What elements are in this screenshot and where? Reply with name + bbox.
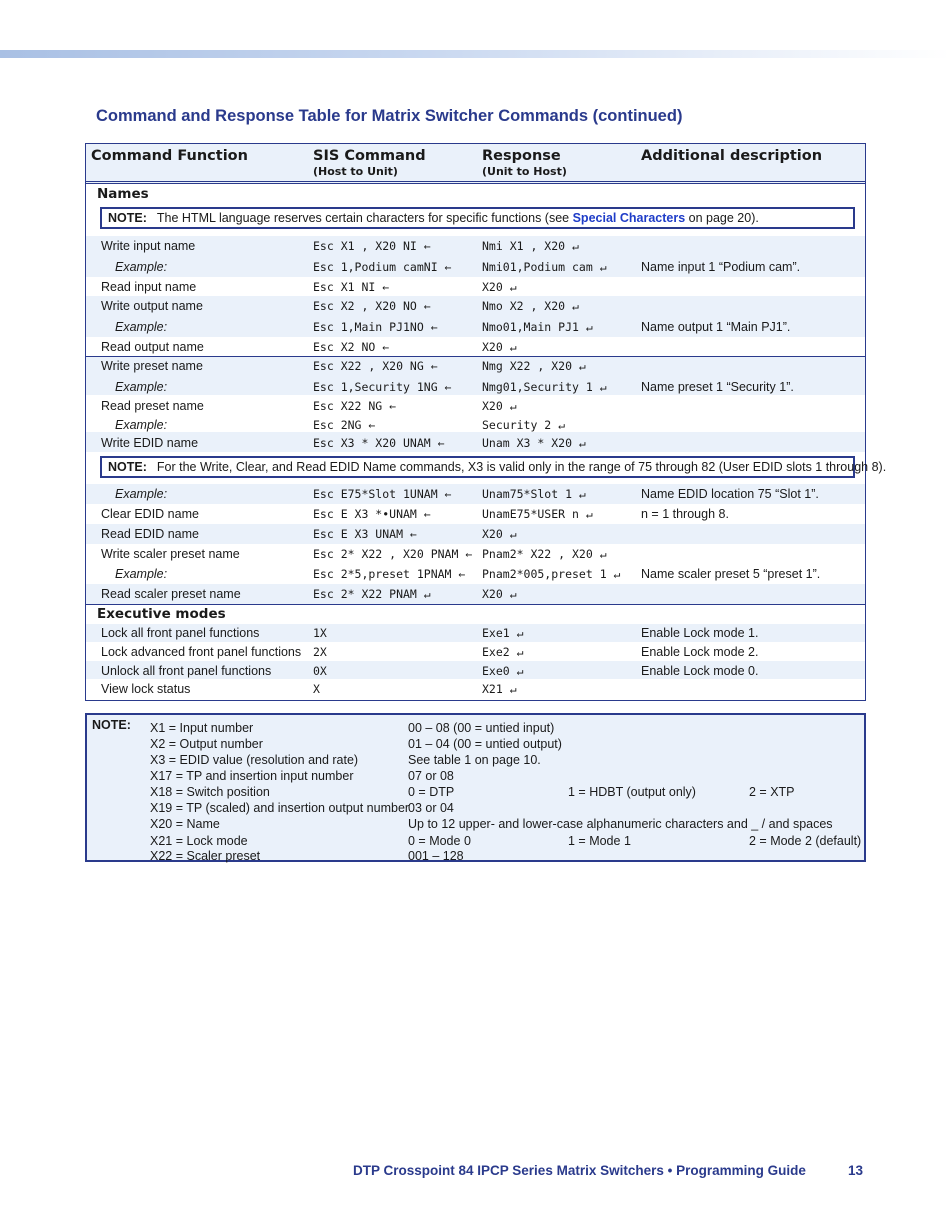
sis-command-cell: 2X (313, 645, 327, 659)
response-cell: Nmg X22 , X20 ↵ (482, 359, 586, 373)
variable-legend (85, 713, 866, 862)
sis-command-cell: X (313, 682, 320, 696)
command-function-cell: Write preset name (101, 359, 203, 373)
response-cell: Pnam2*005,preset 1 ↵ (482, 567, 621, 581)
command-function-cell: Unlock all front panel functions (101, 664, 272, 678)
page-title: Command and Response Table for Matrix Switcher Commands (continued) (96, 107, 683, 125)
response-cell: X20 ↵ (482, 399, 517, 413)
legend-key: X21 = Lock mode (150, 834, 248, 848)
sis-command-cell: Esc E75*Slot 1UNAM ← (313, 487, 452, 501)
section-names: Names (97, 186, 149, 202)
sis-command-cell: 0X (313, 664, 327, 678)
response-cell: Nmo X2 , X20 ↵ (482, 299, 579, 313)
table-row-spacer (86, 277, 865, 296)
legend-row (87, 752, 864, 768)
legend-value-2: 1 = HDBT (output only) (568, 785, 696, 799)
legend-value-3: 2 = Mode 2 (default) (749, 834, 862, 848)
note-text-b: on page 20). (685, 211, 759, 225)
legend-value: 001 – 128 (408, 849, 464, 863)
sis-command-cell: Esc 1,Podium camNI ← (313, 260, 452, 274)
response-cell: Pnam2* X22 , X20 ↵ (482, 547, 607, 561)
description-cell: Name input 1 “Podium cam”. (641, 260, 801, 274)
footer-title: DTP Crosspoint 84 IPCP Series Matrix Switchers • Programming Guide (353, 1163, 806, 1178)
command-function-cell: Write scaler preset name (101, 547, 240, 561)
legend-row (87, 768, 864, 784)
response-cell: Nmg01,Security 1 ↵ (482, 380, 607, 394)
section-executive-modes: Executive modes (97, 606, 226, 622)
command-table (85, 143, 887, 701)
legend-row (87, 848, 864, 864)
legend-row (87, 720, 864, 736)
legend-key: X1 = Input number (150, 721, 254, 735)
command-function-cell: Write input name (101, 239, 196, 253)
legend-value: 0 = Mode 0 (408, 834, 471, 848)
legend-value-2: 1 = Mode 1 (568, 834, 631, 848)
response-cell: X20 ↵ (482, 280, 517, 294)
sis-command-cell: Esc X1 , X20 NI ← (313, 239, 431, 253)
description-cell: Enable Lock mode 2. (641, 645, 759, 659)
sis-command-cell: Esc X1 NI ← (313, 280, 390, 294)
command-function-cell: Example: (115, 380, 168, 394)
note-special-characters (100, 207, 855, 229)
sis-command-cell: 1X (313, 626, 327, 640)
description-cell: Name preset 1 “Security 1”. (641, 380, 794, 394)
legend-row (87, 736, 864, 752)
sis-command-cell: Esc X22 , X20 NG ← (313, 359, 438, 373)
sis-command-cell: Esc X3 * X20 UNAM ← (313, 436, 445, 450)
description-cell: Name EDID location 75 “Slot 1”. (641, 487, 819, 501)
response-cell: X20 ↵ (482, 587, 517, 601)
legend-row (87, 816, 864, 832)
note-edid-range (100, 456, 887, 478)
legend-key: X17 = TP and insertion input number (150, 769, 354, 783)
sis-command-cell: Esc X2 NO ← (313, 340, 390, 354)
response-cell: X20 ↵ (482, 527, 517, 541)
header-additional-description: Additional description (641, 148, 823, 164)
command-function-cell: Read input name (101, 280, 197, 294)
response-cell: Exe0 ↵ (482, 664, 524, 678)
legend-note-label: NOTE: (92, 718, 131, 732)
sis-command-cell: Esc E X3 UNAM ← (313, 527, 417, 541)
header-sis-command: SIS Command (Host to Unit) (313, 148, 426, 178)
legend-value-3: 2 = XTP (749, 785, 795, 799)
sis-command-cell: Esc 2*5,preset 1PNAM ← (313, 567, 466, 581)
legend-key: X19 = TP (scaled) and insertion output number (150, 801, 410, 815)
table-header (86, 144, 865, 184)
legend-value: 01 – 04 (00 = untied output) (408, 737, 562, 751)
sis-command-cell: Esc 1,Main PJ1NO ← (313, 320, 438, 334)
note-text-a: The HTML language reserves certain characters for specific functions (see (156, 211, 573, 225)
note-label: NOTE: (108, 460, 147, 474)
legend-value: See table 1 on page 10. (408, 753, 541, 767)
response-cell: X20 ↵ (482, 340, 517, 354)
sis-command-cell: Esc 2NG ← (313, 418, 376, 432)
table-row-shade-group (86, 432, 865, 452)
note-text: For the Write, Clear, and Read EDID Name commands, X3 is valid only in the range of 75 through 82 (User EDID slots 1 through 8). (156, 460, 887, 474)
sis-command-cell: Esc X2 , X20 NO ← (313, 299, 431, 313)
description-cell: Enable Lock mode 0. (641, 664, 759, 678)
legend-row (87, 784, 864, 800)
legend-key: X20 = Name (150, 817, 220, 831)
description-cell: Name output 1 “Main PJ1”. (641, 320, 791, 334)
command-function-cell: Read preset name (101, 399, 204, 413)
table-row-shade-group (86, 524, 865, 544)
response-cell: Security 2 ↵ (482, 418, 566, 432)
group-separator (86, 604, 865, 605)
top-accent-bar (0, 50, 950, 58)
response-cell: Nmi01,Podium cam ↵ (482, 260, 607, 274)
legend-row (87, 833, 864, 849)
note-label: NOTE: (108, 211, 147, 225)
legend-value: 07 or 08 (408, 769, 454, 783)
header-response: Response (Unit to Host) (482, 148, 567, 178)
response-cell: Exe2 ↵ (482, 645, 524, 659)
response-cell: Nmi X1 , X20 ↵ (482, 239, 579, 253)
description-cell: Name scaler preset 5 “preset 1”. (641, 567, 821, 581)
sis-command-cell: Esc 1,Security 1NG ← (313, 380, 452, 394)
description-cell: Enable Lock mode 1. (641, 626, 759, 640)
header-command-function: Command Function (91, 148, 248, 164)
legend-key: X18 = Switch position (150, 785, 270, 799)
command-function-cell: Write output name (101, 299, 203, 313)
response-cell: X21 ↵ (482, 682, 517, 696)
page-number: 13 (848, 1163, 864, 1178)
command-function-cell: Lock all front panel functions (101, 626, 260, 640)
command-function-cell: Example: (115, 418, 168, 432)
command-function-cell: Write EDID name (101, 436, 199, 450)
legend-key: X22 = Scaler preset (150, 849, 261, 863)
legend-key: X3 = EDID value (resolution and rate) (150, 753, 359, 767)
response-cell: Exe1 ↵ (482, 626, 524, 640)
special-characters-link[interactable]: Special Characters (572, 211, 686, 225)
legend-key: X2 = Output number (150, 737, 263, 751)
description-cell: n = 1 through 8. (641, 507, 729, 521)
legend-value: 0 = DTP (408, 785, 455, 799)
sis-command-cell: Esc X22 NG ← (313, 399, 397, 413)
command-function-cell: Clear EDID name (101, 507, 199, 521)
command-function-cell: Read scaler preset name (101, 587, 241, 601)
command-function-cell: Example: (115, 320, 168, 334)
response-cell: Unam X3 * X20 ↵ (482, 436, 586, 450)
response-cell: Unam75*Slot 1 ↵ (482, 487, 586, 501)
legend-row (87, 800, 864, 816)
response-cell: Nmo01,Main PJ1 ↵ (482, 320, 593, 334)
command-function-cell: Example: (115, 260, 168, 274)
legend-value: 03 or 04 (408, 801, 454, 815)
command-function-cell: Lock advanced front panel functions (101, 645, 302, 659)
command-function-cell: Read output name (101, 340, 204, 354)
sis-command-cell: Esc 2* X22 , X20 PNAM ← (313, 547, 473, 561)
legend-value: 00 – 08 (00 = untied input) (408, 721, 555, 735)
command-function-cell: Read EDID name (101, 527, 199, 541)
legend-value: Up to 12 upper- and lower-case alphanumeric characters and _ / and spaces (408, 817, 833, 831)
response-cell: UnamE75*USER n ↵ (482, 507, 593, 521)
sis-command-cell: Esc 2* X22 PNAM ↵ (313, 587, 431, 601)
command-function-cell: Example: (115, 487, 168, 501)
command-function-cell: View lock status (101, 682, 191, 696)
sis-command-cell: Esc E X3 *•UNAM ← (313, 507, 431, 521)
command-function-cell: Example: (115, 567, 168, 581)
